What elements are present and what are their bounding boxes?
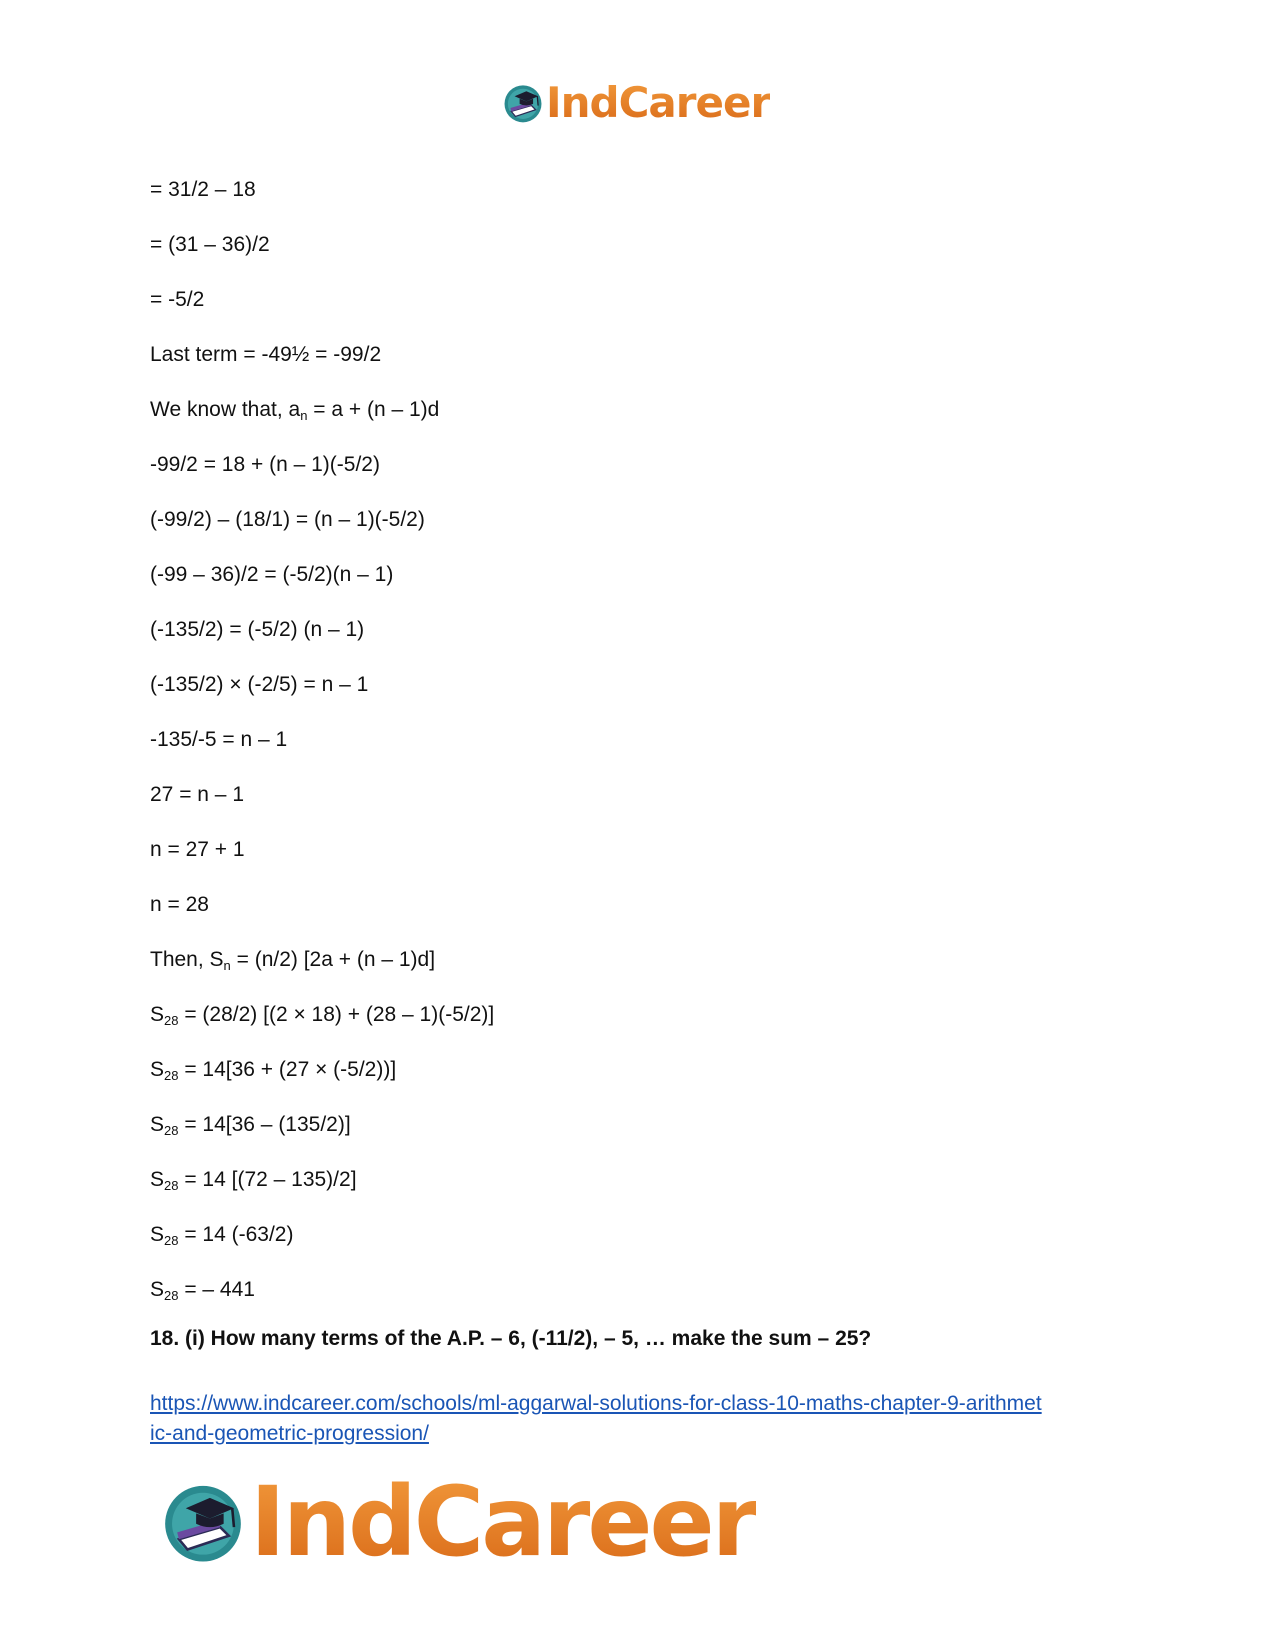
equation-text: = (n/2) [2a + (n – 1)d] [230, 948, 436, 971]
equation-text: n = 28 [150, 893, 209, 916]
equation-line [150, 1107, 1150, 1162]
equation-text: We know that, a [150, 398, 301, 421]
equation-line [150, 337, 1150, 392]
subscript: 28 [164, 1233, 179, 1248]
book-globe-graduation-cap-icon [160, 1479, 246, 1565]
equation-line [150, 392, 1150, 447]
equation-text: Last term = -49½ = -99/2 [150, 343, 382, 366]
equation-text: -99/2 = 18 + (n – 1)(-5/2) [150, 453, 380, 476]
source-link[interactable] [150, 1389, 1130, 1449]
equation-text: -135/-5 = n – 1 [150, 728, 288, 751]
equation-line [150, 722, 1150, 777]
subscript: 28 [164, 1288, 179, 1303]
equation-text: 27 = n – 1 [150, 783, 244, 806]
equation-line [150, 832, 1150, 887]
equation-line [150, 667, 1150, 722]
equation-text: S [150, 1003, 165, 1026]
equation-text: S [150, 1168, 165, 1191]
equation-text: (-135/2) = (-5/2) (n – 1) [150, 618, 365, 641]
equation-line [150, 997, 1150, 1052]
source-link-line-1[interactable]: https://www.indcareer.com/schools/ml-aggarwal-solutions-for-class-10-maths-chapter-9-arithmet [150, 1392, 1042, 1415]
equation-text: = (28/2) [(2 × 18) + (28 – 1)(-5/2)] [178, 1003, 495, 1026]
equation-line [150, 172, 1150, 227]
equation-line [150, 1217, 1150, 1272]
equation-text: S [150, 1113, 165, 1136]
footer-logo [160, 1466, 756, 1578]
subscript: 28 [164, 1068, 179, 1083]
equation-line [150, 1162, 1150, 1217]
equation-text: = 31/2 – 18 [150, 178, 256, 201]
equation-text: = 14 [(72 – 135)/2] [178, 1168, 357, 1191]
equation-line [150, 1272, 1150, 1327]
equation-text: = -5/2 [150, 288, 205, 311]
equation-line [150, 887, 1150, 942]
solution-steps [150, 172, 1150, 1327]
equation-line [150, 612, 1150, 667]
equation-text: Then, S [150, 948, 224, 971]
equation-text: n = 27 + 1 [150, 838, 245, 861]
equation-text: = 14 (-63/2) [178, 1223, 294, 1246]
equation-text: = (31 – 36)/2 [150, 233, 270, 256]
subscript: 28 [164, 1123, 179, 1138]
header-logo [502, 78, 770, 127]
book-globe-graduation-cap-icon [502, 82, 544, 124]
equation-line [150, 502, 1150, 557]
equation-text: S [150, 1223, 165, 1246]
subscript: n [223, 958, 231, 973]
equation-line [150, 282, 1150, 337]
subscript: 28 [164, 1178, 179, 1193]
logo-wordmark: IndCareer [250, 1466, 756, 1578]
subscript: 28 [164, 1013, 179, 1028]
equation-text: (-99/2) – (18/1) = (n – 1)(-5/2) [150, 508, 425, 531]
equation-text: (-135/2) × (-2/5) = n – 1 [150, 673, 369, 696]
question-heading: 18. (i) How many terms of the A.P. – 6, (-11/2), – 5, … make the sum – 25? [150, 1327, 872, 1350]
equation-line [150, 777, 1150, 832]
equation-line [150, 942, 1150, 997]
equation-text: = – 441 [178, 1278, 255, 1301]
equation-text: S [150, 1278, 165, 1301]
equation-text: (-99 – 36)/2 = (-5/2)(n – 1) [150, 563, 394, 586]
equation-text: = 14[36 – (135/2)] [178, 1113, 351, 1136]
equation-text: S [150, 1058, 165, 1081]
source-link-line-2[interactable]: ic-and-geometric-progression/ [150, 1422, 429, 1445]
logo-wordmark: IndCareer [546, 78, 771, 127]
subscript: n [300, 408, 308, 423]
equation-line [150, 557, 1150, 612]
equation-text: = 14[36 + (27 × (-5/2))] [178, 1058, 397, 1081]
equation-line [150, 1052, 1150, 1107]
equation-line [150, 227, 1150, 282]
equation-line [150, 447, 1150, 502]
equation-text: = a + (n – 1)d [307, 398, 440, 421]
